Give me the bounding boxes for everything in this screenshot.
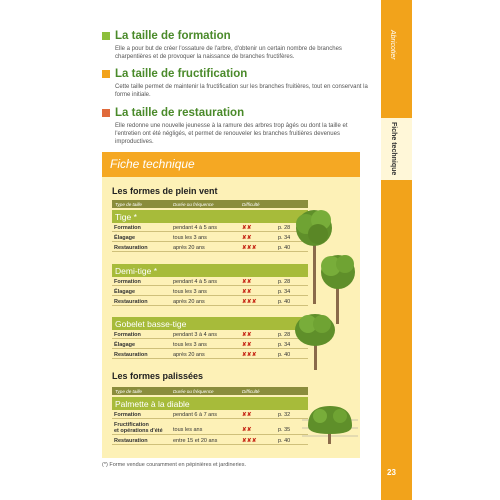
col-type: Type de taille [115, 388, 142, 394]
tree-trunk [336, 284, 339, 324]
form-band [112, 264, 308, 277]
tree-trunk [314, 342, 317, 370]
footnote: (*) Forme vendue couramment en pépinières et jardineries. [102, 462, 246, 468]
section-heading: La taille de formation [115, 30, 231, 42]
table-row: Restauration après 20 ans ✘✘✘ p. 40 [112, 350, 308, 359]
section-formation [102, 30, 372, 61]
form-band [112, 210, 308, 223]
tree-crown-gobelet [295, 314, 335, 346]
sheet-tab[interactable] [381, 118, 412, 180]
col-difficulty: Difficulté [242, 388, 260, 394]
form-name: Demi-tige * [115, 266, 158, 276]
technical-sheet [102, 152, 360, 458]
table-row: Formation pendant 6 à 7 ans ✘✘ p. 32 [112, 410, 308, 419]
page-number: 23 [387, 468, 396, 477]
col-type: Type de taille [115, 201, 142, 207]
side-strip [381, 0, 412, 500]
group-title: Les formes palissées [112, 371, 204, 381]
palmette-illustration [302, 396, 358, 446]
tree-illustrations [288, 204, 360, 372]
tree-crown-tige [296, 210, 332, 246]
section-heading: La taille de fructification [115, 68, 248, 80]
table-row: Formation pendant 3 à 4 ans ✘✘ p. 28 [112, 330, 308, 339]
form-name: Palmette à la diable [115, 399, 190, 409]
section-fructification [102, 68, 372, 99]
tree-crown-demi-tige [321, 255, 355, 289]
section-text: Elle a pour but de créer l'ossature de l'arbre, d'obtenir un certain nombre de branches charpentières et de provoquer la naissance de branches fructifères. [115, 46, 342, 61]
table-row: Formation pendant 4 à 5 ans ✘✘ p. 28 [112, 223, 308, 232]
sheet-title-bar [102, 152, 360, 177]
form-band [112, 397, 308, 410]
sheet-title: Fiche technique [110, 157, 195, 171]
table-row: Restauration entre 15 et 20 ans ✘✘✘ p. 40 [112, 436, 308, 445]
section-text: Cette taille permet de maintenir la fructification sur les branches fruitières, tout en conservant la forme initiale. [115, 84, 368, 99]
table-row: Élagage tous les 3 ans ✘✘ p. 34 [112, 287, 308, 296]
form-name: Tige * [115, 212, 137, 222]
orange-square-icon [102, 70, 110, 78]
tree-trunk [313, 242, 316, 304]
form-name: Gobelet basse-tige [115, 319, 187, 329]
section-restauration [102, 107, 372, 146]
red-square-icon [102, 109, 110, 117]
table-row: Formation pendant 4 à 5 ans ✘✘ p. 28 [112, 277, 308, 286]
green-square-icon [102, 32, 110, 40]
table-row: Restauration après 20 ans ✘✘✘ p. 40 [112, 243, 308, 252]
section-heading: La taille de restauration [115, 107, 245, 119]
col-difficulty: Difficulté [242, 201, 260, 207]
table-row: Élagage tous les 3 ans ✘✘ p. 34 [112, 233, 308, 242]
col-duration: Durée ou fréquence [173, 388, 214, 394]
col-duration: Durée ou fréquence [173, 201, 214, 207]
sheet-tab-label: Fiche technique [390, 122, 397, 176]
section-text: Elle redonne une nouvelle jeunesse à la ramure des arbres trop âgés ou dont la taille et l'entretien ont été négligés, et permet de renouveler les branches fruitières devenues improductives. [115, 123, 348, 146]
chapter-label: Abricotier [389, 30, 396, 60]
group-title: Les formes de plein vent [112, 186, 218, 196]
form-band [112, 317, 308, 330]
column-header-row [112, 387, 308, 395]
column-header-row [112, 200, 308, 208]
table-row: Restauration après 20 ans ✘✘✘ p. 40 [112, 297, 308, 306]
table-row: Fructification et opérations d'été tous les ans ✘✘ p. 35 [112, 420, 308, 435]
table-row: Élagage tous les 3 ans ✘✘ p. 34 [112, 340, 308, 349]
